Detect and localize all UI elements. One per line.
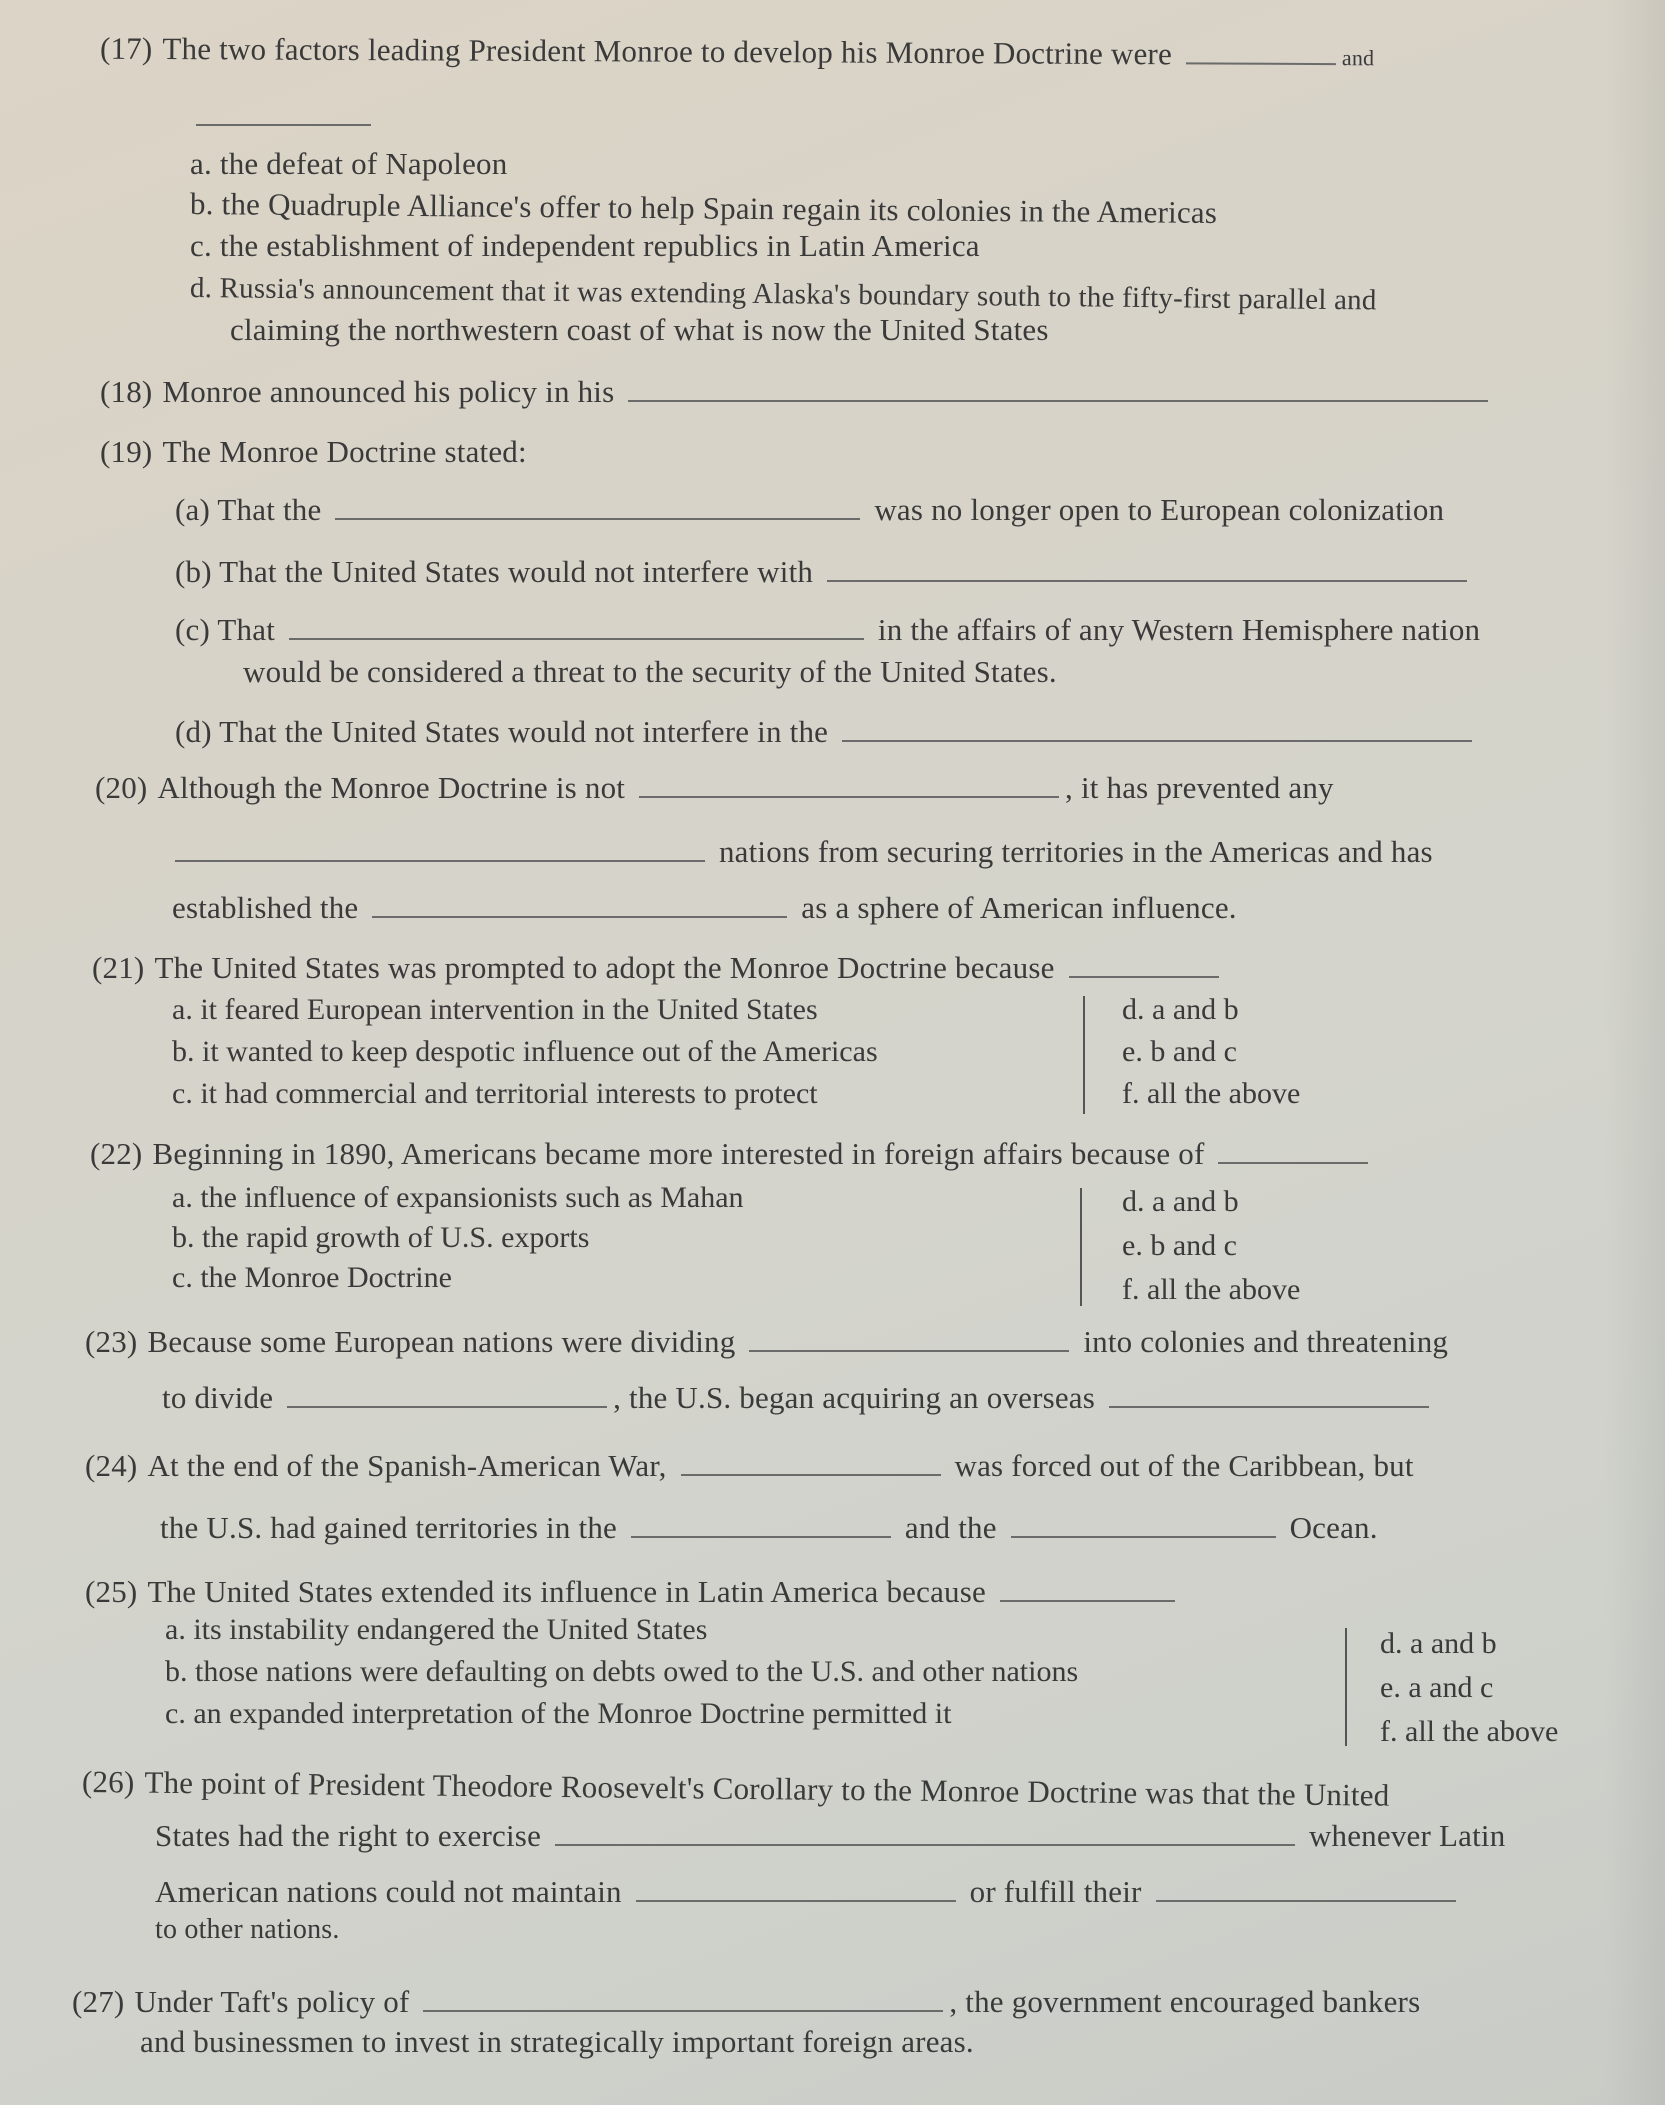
option-divider xyxy=(1083,996,1085,1114)
option-letter: c. xyxy=(190,228,212,263)
answer-blank-19a[interactable] xyxy=(335,494,860,520)
page-shadow xyxy=(1605,0,1665,2105)
question-text: or fulfill their xyxy=(969,1874,1142,1909)
question-number: (22) xyxy=(90,1136,143,1171)
sub-label: (d) xyxy=(175,714,212,749)
question-number: (23) xyxy=(85,1324,138,1359)
option-21a xyxy=(172,990,818,1030)
question-text: Ocean. xyxy=(1289,1510,1378,1545)
option-25b xyxy=(165,1652,1078,1692)
option-text: all the above xyxy=(1405,1715,1559,1748)
question-text: Because some European nations were dividing xyxy=(147,1324,736,1359)
option-text: a and b xyxy=(1410,1627,1497,1660)
option-25e xyxy=(1380,1668,1493,1708)
answer-blank-24c[interactable] xyxy=(1011,1512,1276,1538)
sub-text: That the xyxy=(217,492,322,527)
sub-text: That the United States would not interfere with xyxy=(219,554,814,589)
option-letter: c. xyxy=(172,1261,193,1294)
option-text: a and b xyxy=(1152,993,1239,1026)
option-21e xyxy=(1122,1032,1237,1072)
question-number: (17) xyxy=(99,30,153,66)
option-letter: f. xyxy=(1380,1715,1398,1748)
question-19 xyxy=(100,432,527,472)
question-text: as a sphere of American influence. xyxy=(801,890,1237,925)
sub-text: That xyxy=(217,612,276,647)
option-letter: d. xyxy=(189,272,213,305)
sub-label: (a) xyxy=(175,492,211,527)
option-letter: c. xyxy=(172,1077,193,1110)
question-26-line3 xyxy=(155,1872,1462,1912)
option-text: a and c xyxy=(1408,1671,1494,1704)
answer-blank-23b[interactable] xyxy=(287,1382,607,1408)
option-letter: e. xyxy=(1122,1035,1143,1068)
option-text: all the above xyxy=(1147,1077,1301,1110)
sub-text: would be considered a threat to the security of the United States. xyxy=(243,654,1057,689)
answer-blank-23a[interactable] xyxy=(749,1326,1069,1352)
question-21 xyxy=(92,948,1225,988)
question-text: At the end of the Spanish-American War, xyxy=(147,1448,667,1483)
option-text: the rapid growth of U.S. exports xyxy=(202,1221,590,1254)
option-17d-continued xyxy=(230,310,1049,350)
question-24-line2 xyxy=(160,1508,1378,1548)
option-text: a and b xyxy=(1152,1185,1239,1218)
answer-blank-20b[interactable] xyxy=(175,836,705,862)
option-21b xyxy=(172,1032,878,1072)
question-text: States had the right to exercise xyxy=(155,1818,542,1853)
option-text: claiming the northwestern coast of what is now the United States xyxy=(230,312,1049,347)
answer-blank-19c[interactable] xyxy=(289,614,864,640)
question-text: into colonies and threatening xyxy=(1083,1324,1449,1359)
question-text: American nations could not maintain xyxy=(155,1874,622,1909)
question-19c-continued xyxy=(243,652,1057,692)
answer-blank-17a[interactable] xyxy=(1186,38,1336,65)
option-22c xyxy=(172,1258,452,1298)
option-divider xyxy=(1080,1188,1082,1306)
option-letter: e. xyxy=(1122,1229,1143,1262)
option-letter: a. xyxy=(165,1613,186,1646)
option-22f xyxy=(1122,1270,1300,1310)
answer-blank-19d[interactable] xyxy=(842,716,1472,742)
option-text: all the above xyxy=(1147,1273,1301,1306)
option-letter: c. xyxy=(165,1697,186,1730)
question-text: was forced out of the Caribbean, but xyxy=(954,1448,1414,1483)
question-text: to other nations. xyxy=(155,1914,340,1945)
question-text: , the government encouraged bankers xyxy=(949,1984,1421,2019)
answer-blank-24a[interactable] xyxy=(681,1450,941,1476)
question-text: and the xyxy=(904,1510,997,1545)
option-22d xyxy=(1122,1182,1239,1222)
option-letter: a. xyxy=(172,993,193,1026)
question-text: Although the Monroe Doctrine is not xyxy=(157,770,626,805)
question-19b xyxy=(175,552,1473,592)
option-text: the establishment of independent republics in Latin America xyxy=(219,228,980,263)
option-21d xyxy=(1122,990,1239,1030)
option-text: Russia's announcement that it was extending Alaska's boundary south to the fifty-first parallel and xyxy=(219,272,1377,317)
question-20 xyxy=(95,768,1334,808)
question-text: Beginning in 1890, Americans became more interested in foreign affairs because of xyxy=(152,1136,1205,1171)
answer-blank-26c[interactable] xyxy=(1156,1876,1456,1902)
answer-blank-27[interactable] xyxy=(423,1986,943,2012)
option-21f xyxy=(1122,1074,1300,1114)
question-number: (24) xyxy=(85,1448,138,1483)
option-text: it wanted to keep despotic influence out of the Americas xyxy=(202,1035,878,1068)
question-22 xyxy=(90,1134,1374,1174)
question-25 xyxy=(85,1572,1181,1612)
question-23 xyxy=(85,1322,1448,1362)
option-letter: b. xyxy=(172,1035,195,1068)
question-19d xyxy=(175,712,1478,752)
question-text: The point of President Theodore Roosevelt's Corollary to the Monroe Doctrine was that the United xyxy=(144,1764,1390,1813)
answer-blank-26a[interactable] xyxy=(555,1820,1295,1846)
question-27 xyxy=(72,1982,1420,2022)
question-text-and: and xyxy=(1341,45,1375,71)
option-letter: e. xyxy=(1380,1671,1401,1704)
sub-text: in the affairs of any Western Hemisphere nation xyxy=(877,612,1481,647)
option-letter: f. xyxy=(1122,1273,1140,1306)
option-25d xyxy=(1380,1624,1497,1664)
question-number: (19) xyxy=(100,434,153,469)
option-text: the influence of expansionists such as Mahan xyxy=(200,1181,744,1214)
option-17c xyxy=(190,226,980,266)
option-text: an expanded interpretation of the Monroe Doctrine permitted it xyxy=(193,1697,952,1730)
question-19c xyxy=(175,610,1480,650)
option-17a xyxy=(190,144,507,184)
answer-blank-19b[interactable] xyxy=(827,556,1467,582)
option-25c xyxy=(165,1694,951,1734)
option-text: the Monroe Doctrine xyxy=(200,1261,452,1294)
question-18 xyxy=(100,372,1494,412)
option-letter: d. xyxy=(1380,1627,1403,1660)
answer-blank-22[interactable] xyxy=(1218,1138,1368,1164)
question-text: The Monroe Doctrine stated: xyxy=(162,434,527,469)
option-text: its instability endangered the United States xyxy=(193,1613,708,1646)
answer-blank-26b[interactable] xyxy=(636,1876,956,1902)
answer-blank-24b[interactable] xyxy=(631,1512,891,1538)
option-letter: b. xyxy=(189,186,214,222)
question-text: established the xyxy=(172,890,359,925)
question-text: to divide xyxy=(162,1380,274,1415)
answer-blank-20a[interactable] xyxy=(639,772,1059,798)
question-number: (27) xyxy=(72,1984,125,2019)
question-text: The two factors leading President Monroe to develop his Monroe Doctrine were xyxy=(162,30,1173,72)
question-text: and businessmen to invest in strategically important foreign areas. xyxy=(140,2024,974,2059)
option-text: the Quadruple Alliance's offer to help Spain regain its colonies in the Americas xyxy=(221,186,1218,230)
question-text: , it has prevented any xyxy=(1065,770,1334,805)
question-text: whenever Latin xyxy=(1308,1818,1506,1853)
sub-text: That the United States would not interfere in the xyxy=(219,714,829,749)
question-text: nations from securing territories in the Americas and has xyxy=(718,834,1433,869)
question-number: (26) xyxy=(81,1764,135,1800)
question-20-line3 xyxy=(172,888,1237,928)
option-letter: b. xyxy=(165,1655,188,1688)
option-text: it feared European intervention in the United States xyxy=(200,993,818,1026)
option-letter: a. xyxy=(190,146,212,181)
option-letter: d. xyxy=(1122,1185,1145,1218)
question-19a xyxy=(175,490,1444,530)
option-22b xyxy=(172,1218,589,1258)
option-letter: b. xyxy=(172,1221,195,1254)
question-text: , the U.S. began acquiring an overseas xyxy=(613,1380,1096,1415)
question-24 xyxy=(85,1446,1414,1486)
option-25f xyxy=(1380,1712,1558,1752)
question-number: (18) xyxy=(100,374,153,409)
question-26 xyxy=(82,1762,1390,1816)
question-text: The United States was prompted to adopt the Monroe Doctrine because xyxy=(154,950,1055,985)
option-text: it had commercial and territorial interests to protect xyxy=(200,1077,818,1110)
option-letter: a. xyxy=(172,1181,193,1214)
question-number: (21) xyxy=(92,950,145,985)
question-17 xyxy=(100,29,1375,79)
question-text: Under Taft's policy of xyxy=(134,1984,410,2019)
option-21c xyxy=(172,1074,818,1114)
question-number: (20) xyxy=(95,770,148,805)
question-27-line2 xyxy=(140,2022,974,2062)
question-text: Monroe announced his policy in his xyxy=(162,374,615,409)
option-text: b and c xyxy=(1150,1035,1237,1068)
question-text: The United States extended its influence in Latin America because xyxy=(147,1574,986,1609)
option-letter: d. xyxy=(1122,993,1145,1026)
question-20-line2 xyxy=(175,832,1433,872)
option-text: those nations were defaulting on debts owed to the U.S. and other nations xyxy=(195,1655,1079,1688)
option-22a xyxy=(172,1178,744,1218)
option-22e xyxy=(1122,1226,1237,1266)
answer-blank-23c[interactable] xyxy=(1109,1382,1429,1408)
question-text: the U.S. had gained territories in the xyxy=(160,1510,617,1545)
answer-blank-17b[interactable] xyxy=(196,108,371,126)
question-23-line2 xyxy=(162,1378,1435,1418)
answer-blank-20c[interactable] xyxy=(372,892,787,918)
sub-label: (c) xyxy=(175,612,211,647)
answer-blank-21[interactable] xyxy=(1069,952,1219,978)
sub-label: (b) xyxy=(175,554,212,589)
option-text: the defeat of Napoleon xyxy=(219,146,508,181)
option-divider xyxy=(1345,1628,1347,1746)
question-number: (25) xyxy=(85,1574,138,1609)
question-26-line4 xyxy=(155,1910,340,1950)
question-26-line2 xyxy=(155,1816,1505,1856)
option-25a xyxy=(165,1610,707,1650)
sub-text: was no longer open to European colonization xyxy=(874,492,1445,527)
answer-blank-18[interactable] xyxy=(628,376,1488,402)
option-letter: f. xyxy=(1122,1077,1140,1110)
option-text: b and c xyxy=(1150,1229,1237,1262)
answer-blank-25[interactable] xyxy=(1000,1576,1175,1602)
